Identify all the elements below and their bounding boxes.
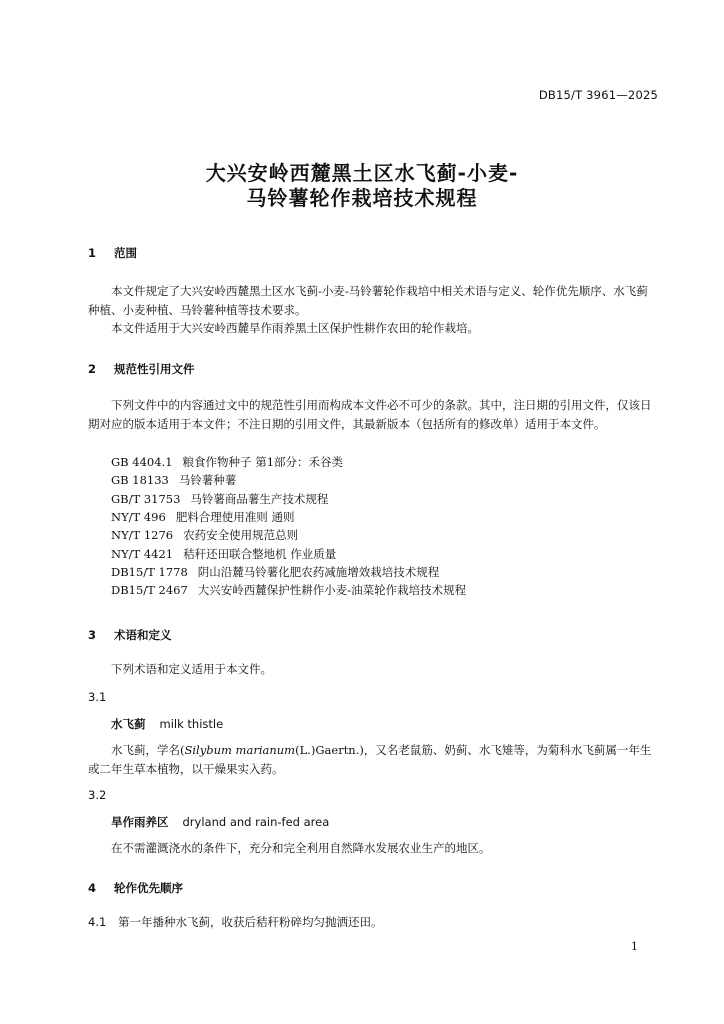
document-title-line-1: 大兴安岭西麓黑土区水飞蓟-小麦- bbox=[205, 161, 519, 185]
reference-item bbox=[111, 526, 298, 544]
term-3-1 bbox=[111, 716, 223, 732]
reference-title: 肥料合理使用准则 通则 bbox=[175, 509, 295, 524]
term-chinese: 旱作雨养区 bbox=[111, 815, 169, 829]
definition-text: (L.)Gaertn.)，又名老鼠筋、奶蓟、水飞雉等，为菊科水飞蓟属一年生或二年生草本植物，以干燥果实入药。 bbox=[88, 743, 652, 776]
section-title: 范围 bbox=[114, 246, 137, 260]
reference-code: NY/T 1276 bbox=[111, 528, 174, 543]
reference-title: 马铃薯种薯 bbox=[178, 473, 237, 488]
term-english: milk thistle bbox=[159, 717, 224, 731]
reference-title: 秸秆还田联合整地机 作业质量 bbox=[183, 546, 337, 561]
reference-code: NY/T 4421 bbox=[111, 546, 174, 561]
section-number: 3 bbox=[88, 628, 97, 642]
reference-item bbox=[111, 471, 236, 489]
reference-item bbox=[111, 453, 343, 471]
section-number: 1 bbox=[88, 246, 97, 260]
reference-title: 农药安全使用规范总则 bbox=[183, 528, 299, 543]
section-number: 4 bbox=[88, 881, 97, 895]
section-2-paragraph-1: 下列文件中的内容通过文中的规范性引用而构成本文件必不可少的条款。其中，注日期的引用文件，仅该日期对应的版本适用于本文件；不注日期的引用文件，其最新版本（包括所有的修改单）适用于本文件。 bbox=[88, 398, 652, 431]
reference-code: NY/T 496 bbox=[111, 509, 166, 524]
section-3-heading bbox=[88, 627, 172, 643]
reference-code: GB/T 31753 bbox=[111, 491, 181, 506]
clause-number: 4.1 bbox=[88, 915, 107, 929]
section-title: 规范性引用文件 bbox=[114, 362, 195, 376]
reference-title: 阴山沿麓马铃薯化肥农药减施增效栽培技术规程 bbox=[197, 564, 440, 579]
section-title: 术语和定义 bbox=[114, 628, 172, 642]
reference-item bbox=[111, 508, 294, 526]
latin-name: Silybum marianum bbox=[184, 743, 296, 757]
section-3-paragraph-1: 下列术语和定义适用于本文件。 bbox=[111, 662, 272, 676]
reference-item bbox=[111, 490, 328, 508]
clause-text: 第一年播种水飞蓟，收获后秸秆粉碎均匀抛洒还田。 bbox=[118, 915, 383, 929]
reference-code: GB 4404.1 bbox=[111, 455, 173, 469]
term-3-2-number: 3.2 bbox=[88, 788, 107, 802]
reference-title: 粮食作物种子 第1部分：禾谷类 bbox=[182, 455, 344, 469]
section-title: 轮作优先顺序 bbox=[114, 881, 183, 895]
section-1-paragraph-2: 本文件适用于大兴安岭西麓旱作雨养黑土区保护性耕作农田的轮作栽培。 bbox=[111, 321, 479, 335]
section-4-heading bbox=[88, 880, 183, 896]
reference-title: 大兴安岭西麓保护性耕作小麦-油菜轮作栽培技术规程 bbox=[197, 583, 467, 598]
reference-title: 马铃薯商品薯生产技术规程 bbox=[190, 491, 329, 506]
term-3-2-definition: 在不需灌溉浇水的条件下，充分和完全利用自然降水发展农业生产的地区。 bbox=[111, 841, 491, 855]
section-1-heading bbox=[88, 245, 137, 261]
term-3-1-definition bbox=[88, 741, 656, 778]
document-number: DB15/T 3961—2025 bbox=[538, 88, 658, 102]
definition-text: 水飞蓟，学名( bbox=[111, 743, 185, 757]
clause-4-1 bbox=[88, 914, 383, 930]
section-1-paragraph-1: 本文件规定了大兴安岭西麓黑土区水飞蓟-小麦-马铃薯轮作栽培中相关术语与定义、轮作优先顺序、水飞蓟种植、小麦种植、马铃薯种植等技术要求。 bbox=[88, 284, 648, 317]
page-number: 1 bbox=[631, 940, 638, 953]
reference-item bbox=[111, 545, 336, 563]
reference-code: GB 18133 bbox=[111, 473, 169, 488]
term-3-2 bbox=[111, 814, 329, 830]
section-number: 2 bbox=[88, 362, 97, 376]
term-3-1-number: 3.1 bbox=[88, 690, 107, 704]
term-chinese: 水飞蓟 bbox=[111, 717, 146, 731]
reference-item bbox=[111, 581, 466, 599]
reference-item bbox=[111, 563, 439, 581]
reference-code: DB15/T 2467 bbox=[111, 583, 188, 598]
reference-code: DB15/T 1778 bbox=[111, 564, 188, 579]
section-2-heading bbox=[88, 361, 195, 377]
term-english: dryland and rain-fed area bbox=[182, 815, 330, 829]
document-title-line-2: 马铃薯轮作栽培技术规程 bbox=[246, 186, 478, 210]
